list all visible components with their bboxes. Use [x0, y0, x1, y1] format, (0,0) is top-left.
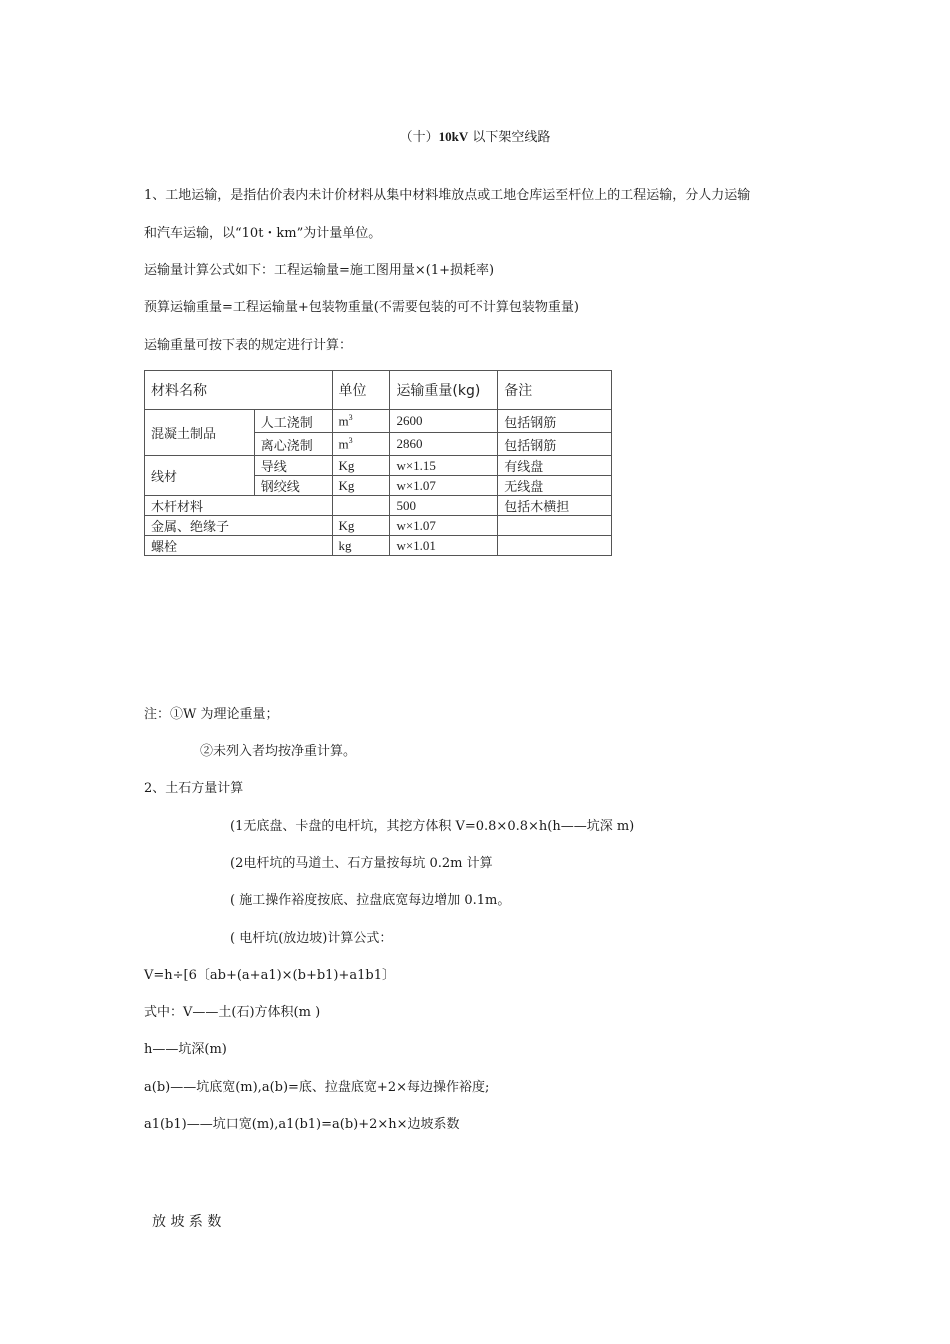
note-cell: 包括钢筋 — [498, 410, 612, 433]
formula-budget-weight: 预算运输重量=工程运输量+包装物重量(不需要包装的可不计算包装物重量) — [144, 300, 579, 315]
section2-heading: 2、土石方量计算 — [144, 781, 244, 796]
weight-cell: 500 — [390, 496, 498, 516]
formula-transport: 运输量计算公式如下：工程运输量=施工图用量×(1+损耗率) — [144, 263, 495, 278]
earthwork-item-3: ( 施工操作裕度按底、拉盘底宽每边增加 0.1m。 — [230, 893, 511, 908]
header-note: 备注 — [498, 371, 612, 410]
unit-sup: 3 — [348, 412, 353, 422]
note-cell — [498, 516, 612, 536]
note-cell: 包括木横担 — [498, 496, 612, 516]
table-row — [145, 456, 612, 476]
material-name: 木杆材料 — [145, 496, 333, 516]
group-concrete: 混凝土制品 — [145, 410, 255, 456]
note-cell: 无线盘 — [498, 476, 612, 496]
sub-name: 钢绞线 — [254, 476, 332, 496]
section1-line2: 和汽车运输，以“10t・km”为计量单位。 — [144, 226, 382, 241]
group-wire: 线材 — [145, 456, 255, 496]
note-cell — [498, 536, 612, 556]
title-bold: 10kV — [438, 129, 469, 144]
def-h: h——坑深(m) — [144, 1042, 227, 1057]
note-cell: 有线盘 — [498, 456, 612, 476]
unit-cell — [332, 410, 390, 433]
weight-cell: 2600 — [390, 410, 498, 433]
header-weight: 运输重量(kg) — [390, 371, 498, 410]
table-row — [145, 496, 612, 516]
unit-cell: Kg — [332, 456, 390, 476]
earthwork-item-2: (2电杆坑的马道土、石方量按每坑 0.2m 计算 — [230, 856, 493, 871]
sub-name: 导线 — [254, 456, 332, 476]
material-name: 螺栓 — [145, 536, 333, 556]
header-material-name: 材料名称 — [145, 371, 333, 410]
table-row — [145, 516, 612, 536]
unit-cell: Kg — [332, 476, 390, 496]
title-prefix: （十） — [399, 130, 439, 145]
table-row — [145, 536, 612, 556]
slope-coefficient-title: 放 坡 系 数 — [152, 1214, 222, 1230]
table-intro: 运输重量可按下表的规定进行计算： — [144, 338, 353, 353]
unit-cell — [332, 496, 390, 516]
earthwork-item-1: (1无底盘、卡盘的电杆坑，其挖方体积 V=0.8×0.8×h(h——坑深 m) — [230, 819, 635, 834]
unit-cell — [332, 433, 390, 456]
material-weight-table — [144, 370, 612, 556]
unit-text: m — [338, 413, 349, 429]
section1-line1: 1、工地运输，是指估价表内未计价材料从集中材料堆放点或工地仓库运至杆位上的工程运输，分人力运输 — [144, 188, 751, 203]
unit-cell: Kg — [332, 516, 390, 536]
earthwork-item-4: ( 电杆坑(放边坡)计算公式： — [230, 931, 393, 946]
weight-cell: w×1.01 — [390, 536, 498, 556]
sub-name: 人工浇制 — [254, 410, 332, 433]
unit-sup: 3 — [348, 435, 353, 445]
table-header-row — [145, 371, 612, 410]
formula-where: 式中：V——土(石)方体积(m ) — [144, 1005, 321, 1020]
def-a1b1: a1(b1)——坑口宽(m),a1(b1)=a(b)+2×h×边坡系数 — [144, 1117, 460, 1132]
weight-cell: w×1.15 — [390, 456, 498, 476]
volume-formula: V=h÷[6〔ab+(a+a1)×(b+b1)+a1b1〕 — [144, 968, 396, 983]
page-title — [0, 128, 950, 147]
sub-name: 离心浇制 — [254, 433, 332, 456]
title-suffix: 以下架空线路 — [468, 130, 551, 145]
header-unit: 单位 — [332, 371, 390, 410]
def-ab: a(b)——坑底宽(m),a(b)=底、拉盘底宽+2×每边操作裕度; — [144, 1080, 490, 1095]
note-1: 注：①W 为理论重量； — [144, 707, 279, 722]
unit-text: m — [338, 436, 349, 452]
weight-cell: w×1.07 — [390, 516, 498, 536]
weight-cell: 2860 — [390, 433, 498, 456]
table-row — [145, 410, 612, 433]
note-cell: 包括钢筋 — [498, 433, 612, 456]
weight-cell: w×1.07 — [390, 476, 498, 496]
material-name: 金属、绝缘子 — [145, 516, 333, 536]
unit-cell: kg — [332, 536, 390, 556]
note-2: ②未列入者均按净重计算。 — [200, 744, 357, 759]
